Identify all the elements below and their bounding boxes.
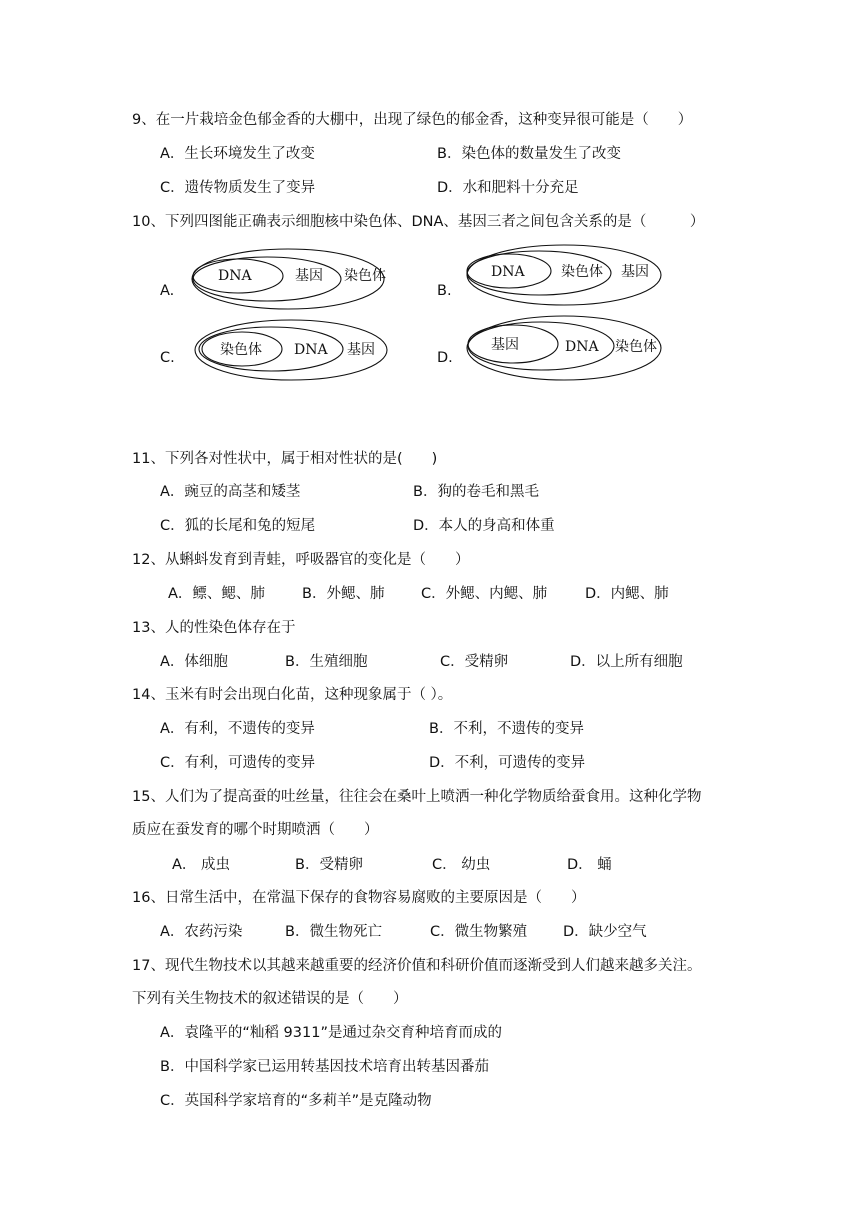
q14-option-a: A．有利，不遗传的变异	[160, 721, 315, 737]
q14-option-d: D．不利，可遗传的变异	[429, 755, 586, 771]
q13-option-b: B．生殖细胞	[285, 654, 368, 670]
q17-option-b: B．中国科学家已运用转基因技术培育出转基因番茄	[160, 1059, 489, 1075]
q16-option-d: D．缺少空气	[563, 924, 647, 940]
q17-stem-line-1: 17、现代生物技术以其越来越重要的经济价值和科研价值而逐渐受到人们越来越多关注。	[132, 958, 702, 974]
q15-option-c: C． 幼虫	[432, 857, 491, 873]
q14-option-b: B．不利，不遗传的变异	[429, 721, 584, 737]
q13-option-d: D．以上所有细胞	[570, 654, 683, 670]
q16-stem: 16、日常生活中，在常温下保存的食物容易腐败的主要原因是（ ）	[132, 890, 586, 906]
q10-diagram-c	[193, 318, 393, 384]
q15-stem-line-1: 15、人们为了提高蚕的吐丝量，往往会在桑叶上喷洒一种化学物质给蚕食用。这种化学物	[132, 789, 702, 805]
q10-a-inner-label: DNA	[218, 268, 252, 284]
q12-option-c: C．外鳃、内鳃、肺	[421, 586, 548, 602]
q10-d-middle-label: DNA	[565, 339, 599, 355]
q11-option-b: B．狗的卷毛和黑毛	[413, 484, 539, 500]
q10-option-b-letter: B.	[437, 283, 452, 299]
q11-stem: 11、下列各对性状中，属于相对性状的是( )	[132, 451, 438, 467]
q10-b-middle-label: 染色体	[561, 264, 603, 280]
q14-stem: 14、玉米有时会出现白化苗，这种现象属于（ ）。	[132, 687, 453, 703]
q9-stem: 9、在一片栽培金色郁金香的大棚中，出现了绿色的郁金香，这种变异很可能是（ ）	[132, 112, 693, 128]
q15-option-a: A． 成虫	[172, 857, 231, 873]
q9-option-b: B．染色体的数量发生了改变	[437, 146, 621, 162]
q15-option-b: B．受精卵	[295, 857, 363, 873]
q16-option-c: C．微生物繁殖	[430, 924, 528, 940]
q12-option-a: A．鳔、鳃、肺	[168, 586, 265, 602]
q10-option-c-letter: C.	[160, 350, 175, 366]
q12-option-b: B．外鳃、肺	[302, 586, 385, 602]
q10-c-inner-label: 染色体	[220, 342, 262, 358]
q10-diagram-a	[192, 248, 392, 314]
q10-d-outer-label: 染色体	[615, 339, 657, 355]
q12-option-d: D．内鳃、肺	[585, 586, 669, 602]
q10-d-inner-label: 基因	[491, 337, 519, 353]
q10-option-a-letter: A.	[160, 283, 175, 299]
q10-stem: 10、下列四图能正确表示细胞核中染色体、DNA、基因三者之间包含关系的是（ ）	[132, 214, 705, 230]
q16-option-a: A．农药污染	[160, 924, 243, 940]
q9-option-a: A．生长环境发生了改变	[160, 146, 315, 162]
q10-b-outer-label: 基因	[621, 264, 649, 280]
q13-option-a: A．体细胞	[160, 654, 228, 670]
q10-a-middle-label: 基因	[295, 268, 323, 284]
q17-stem-line-2: 下列有关生物技术的叙述错误的是（ ）	[132, 991, 408, 1007]
q10-option-d-letter: D.	[437, 350, 453, 366]
q10-diagram-d	[466, 314, 670, 384]
q10-b-inner-label: DNA	[491, 264, 525, 280]
q11-option-c: C．狐的长尾和兔的短尾	[160, 518, 316, 534]
q17-option-a: A．袁隆平的“籼稻 9311”是通过杂交育种培育而成的	[160, 1025, 502, 1041]
q15-stem-line-2: 质应在蚕发育的哪个时期喷洒（ ）	[132, 822, 379, 838]
q10-a-outer-label: 染色体	[344, 268, 386, 284]
q13-stem: 13、人的性染色体存在于	[132, 620, 296, 636]
q11-option-a: A．豌豆的高茎和矮茎	[160, 484, 301, 500]
q14-option-c: C．有利，可遗传的变异	[160, 755, 316, 771]
q9-option-d: D．水和肥料十分充足	[437, 180, 579, 196]
q16-option-b: B．微生物死亡	[285, 924, 382, 940]
q12-stem: 12、从蝌蚪发育到青蛙，呼吸器官的变化是（ ）	[132, 552, 470, 568]
q10-c-outer-label: 基因	[347, 342, 375, 358]
q9-option-c: C．遗传物质发生了变异	[160, 180, 316, 196]
q17-option-c: C．英国科学家培育的“多莉羊”是克隆动物	[160, 1093, 432, 1109]
q10-c-middle-label: DNA	[294, 342, 328, 358]
q10-diagram-b	[466, 244, 670, 310]
q11-option-d: D．本人的身高和体重	[413, 518, 555, 534]
q13-option-c: C．受精卵	[440, 654, 509, 670]
q15-option-d: D． 蛹	[567, 857, 612, 873]
